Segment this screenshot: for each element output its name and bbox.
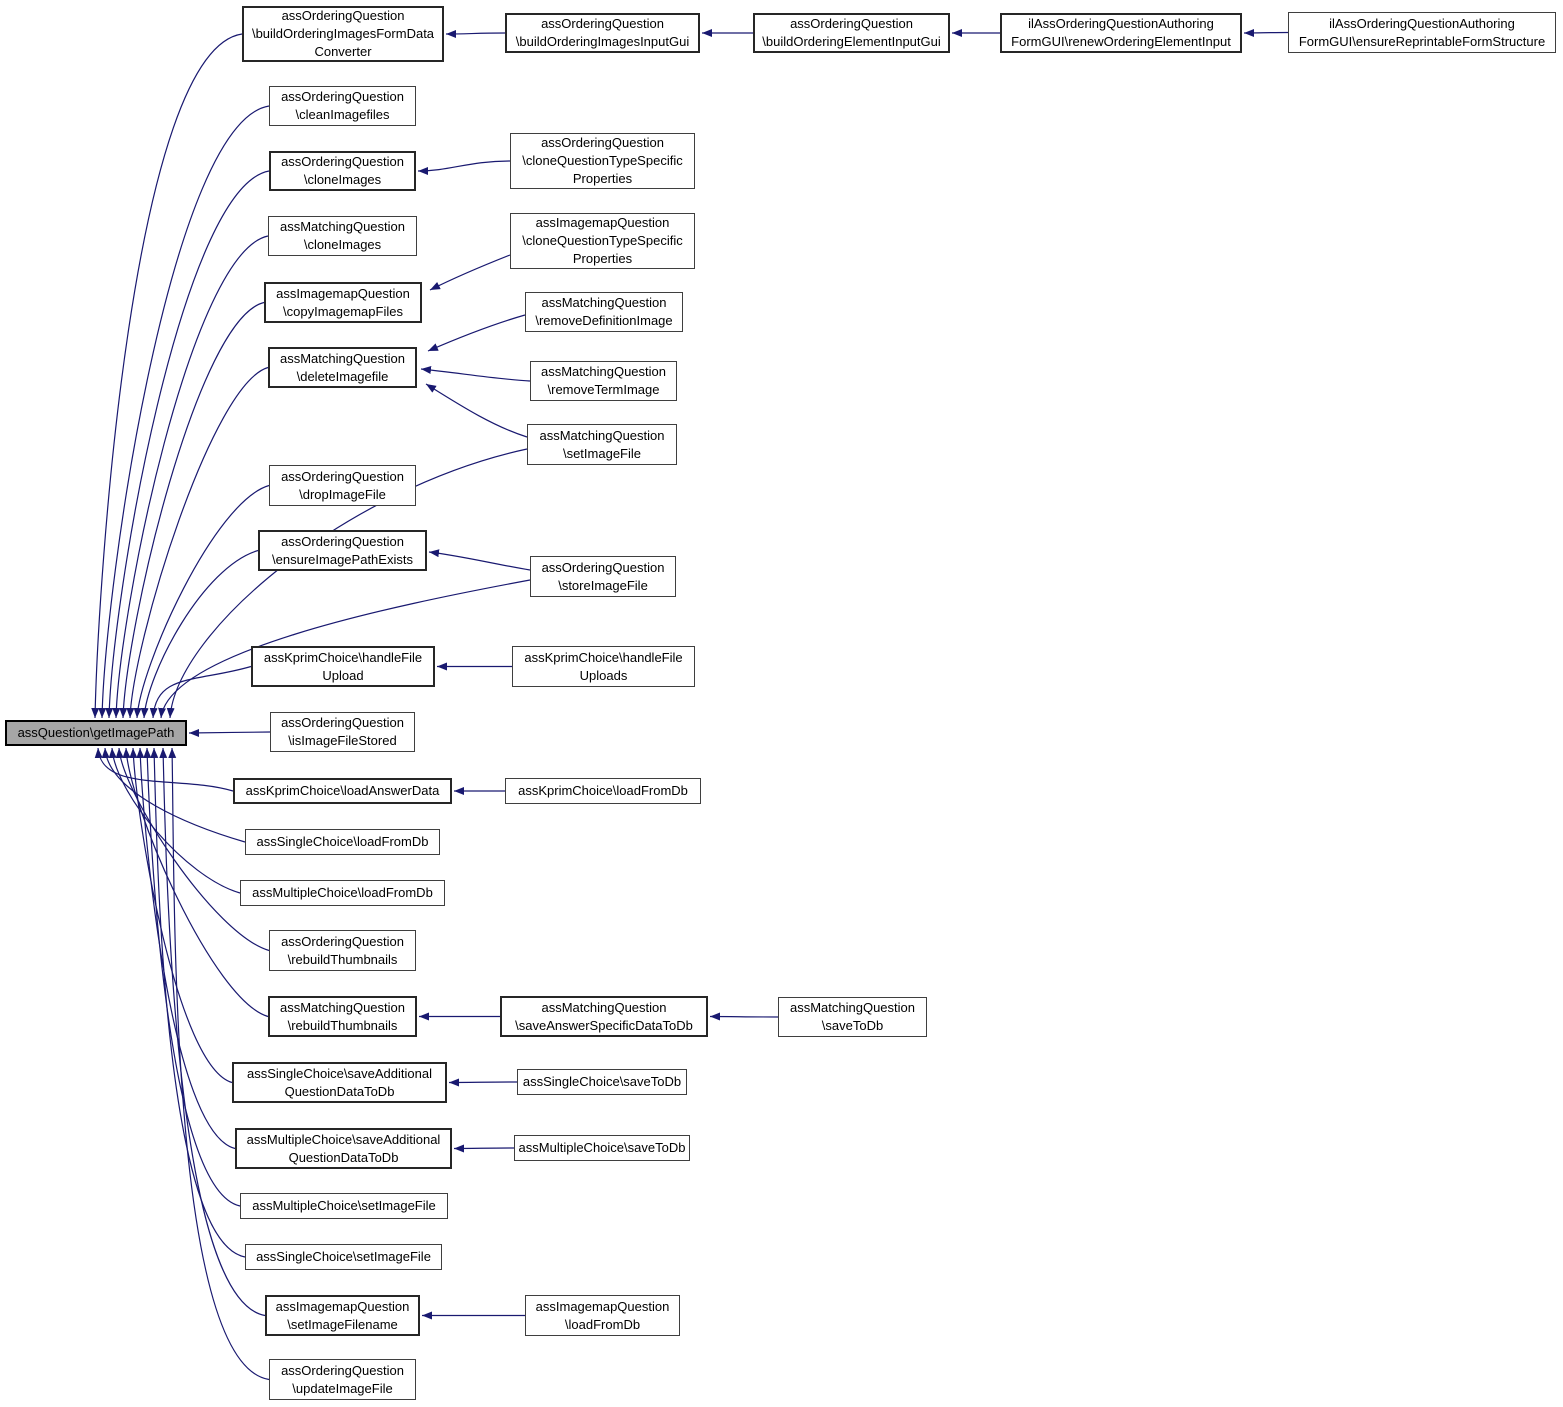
graph-node-buildOrderingImagesFormDataConverter[interactable] [242,6,444,62]
graph-node-label: assOrderingQuestion [281,715,404,730]
graph-node-setImageFileSingle[interactable] [245,1244,442,1270]
graph-node-handleFileUploads[interactable] [512,646,695,687]
graph-node-label: \updateImageFile [292,1380,393,1396]
call-edge-loadFromDbSingle-to-getImagePath [105,748,245,842]
call-edge-removeTermImage-to-deleteImagefile [421,369,530,381]
graph-node-saveAdditionalSingle[interactable] [232,1062,447,1103]
graph-node-loadFromDbKprim[interactable] [505,778,701,804]
graph-node-label: assOrderingQuestion [281,154,404,169]
graph-node-saveToDbMatching[interactable] [778,997,927,1037]
graph-node-label: assOrderingQuestion [541,16,664,31]
graph-node-ensureImagePathExists[interactable] [258,530,427,571]
graph-node-label: FormGUI\ensureReprintableFormStructure [1298,33,1546,49]
graph-node-label: assMatchingQuestion [279,999,405,1015]
graph-node-dropImageFile[interactable] [269,465,416,506]
graph-node-label: ilAssOrderingQuestionAuthoring [1329,15,1515,31]
graph-node-label: assImagemapQuestion [535,1298,670,1314]
graph-node-cloneQTSPOrdering[interactable] [510,133,695,189]
graph-node-label: assSingleChoice\saveAdditional [246,1065,432,1081]
graph-node-deleteImagefile[interactable] [268,347,417,388]
graph-node-label: assMatchingQuestion [539,427,665,443]
graph-node-label: assOrderingQuestion [281,933,404,949]
graph-node-setImageFileMultiple[interactable] [240,1193,448,1219]
graph-node-label: \deleteImagefile [296,368,389,384]
call-edge-deleteImagefile-to-getImagePath [130,368,268,719]
graph-node-label: \cloneQuestionTypeSpecific [522,153,683,168]
graph-node-loadFromDbSingle[interactable] [245,829,440,855]
graph-node-updateImageFile[interactable] [269,1359,416,1400]
graph-node-label: \isImageFileStored [288,733,397,748]
graph-node-label: assOrderingQuestion [281,1362,404,1378]
graph-node-label: \rebuildThumbnails [287,1017,398,1033]
graph-node-setImageFilename[interactable] [265,1295,420,1336]
call-edge-cloneImagesMatching-to-getImagePath [116,236,268,718]
graph-node-storeImageFile[interactable] [530,556,676,597]
graph-node-label: FormGUI\renewOrderingElementInput [1011,34,1231,49]
call-edge-dropImageFile-to-getImagePath [137,486,269,719]
graph-node-setImageFileMatching[interactable] [527,424,677,465]
graph-node-label: assOrderingQuestion [790,16,913,31]
graph-node-loadFromDbMultiple[interactable] [240,880,445,906]
call-edge-handleFileUpload-to-getImagePath [153,667,251,719]
graph-node-label: \cleanImagefiles [295,107,390,122]
call-edge-saveToDbSingle-to-saveAdditionalSingle [449,1082,517,1083]
graph-node-label: assOrderingQuestion [281,8,405,23]
graph-node-cloneImagesOrdering[interactable] [269,151,416,191]
graph-node-label: assMultipleChoice\saveAdditional [246,1131,441,1147]
graph-node-label: assOrderingQuestion [281,533,404,549]
graph-node-saveAdditionalMultiple[interactable] [235,1128,452,1169]
graph-node-label: Uploads [579,667,628,683]
graph-node-label: assKprimChoice\handleFile [263,649,423,665]
graph-node-label: assImagemapQuestion [275,1298,410,1314]
graph-node-label: assOrderingQuestion [541,559,665,575]
graph-node-label: assMultipleChoice\setImageFile [252,1198,436,1213]
graph-node-label: assOrderingQuestion [281,89,404,104]
graph-node-copyImagemapFiles[interactable] [264,282,422,323]
call-edge-buildOrderingImagesInputGui-to-buildOrderingImagesFormDataConverter [446,33,505,34]
graph-node-handleFileUpload[interactable] [251,646,435,687]
graph-node-renewOrderingElementInput[interactable] [1000,13,1242,53]
call-edge-loadFromDbMultiple-to-getImagePath [112,748,240,893]
graph-node-label: \storeImageFile [558,577,648,593]
graph-node-label: assKprimChoice\loadAnswerData [245,783,440,798]
graph-node-label: Converter [314,44,372,59]
call-edge-saveAdditionalSingle-to-getImagePath [133,748,232,1083]
graph-node-label: assSingleChoice\setImageFile [256,1249,431,1264]
graph-node-saveToDbSingle[interactable] [517,1069,687,1095]
graph-node-label: \rebuildThumbnails [287,951,398,967]
graph-node-removeTermImage[interactable] [530,361,677,401]
call-edge-setImageFileSingle-to-getImagePath [154,748,245,1257]
graph-node-removeDefinitionImage[interactable] [525,292,683,332]
graph-node-label: \setImageFilename [287,1316,398,1332]
graph-node-label: \dropImageFile [299,486,386,502]
call-edge-cloneQTSPImagemap-to-copyImagemapFiles [430,255,510,290]
call-edge-saveToDbMultiple-to-saveAdditionalMultiple [454,1148,514,1149]
graph-node-loadFromDbImagemap[interactable] [525,1295,680,1336]
graph-node-label: \copyImagemapFiles [283,303,403,319]
graph-node-label: Properties [572,251,633,266]
call-edge-saveToDbMatching-to-saveAnswerSpecificDataToDb [710,1017,778,1018]
call-edge-cloneQTSPOrdering-to-cloneImagesOrdering [418,161,510,171]
call-edge-buildOrderingImagesFormDataConverter-to-getImagePath [95,34,242,718]
graph-node-ensureReprintableFormStructure[interactable] [1288,12,1556,53]
graph-node-label: assQuestion\getImagePath [17,725,175,740]
graph-node-label: \setImageFile [562,445,642,461]
graph-node-label: \ensureImagePathExists [272,551,413,567]
call-edge-storeImageFile-to-ensureImagePathExists [429,552,530,570]
graph-node-label: Properties [572,171,633,186]
graph-node-label: \removeDefinitionImage [535,313,673,328]
graph-node-label: assMatchingQuestion [279,219,405,234]
graph-node-saveToDbMultiple[interactable] [514,1135,690,1161]
graph-node-label: \cloneImages [303,172,382,187]
graph-node-label: \loadFromDb [564,1316,641,1332]
graph-node-saveAnswerSpecificDataToDb[interactable] [500,996,708,1037]
graph-node-label: \cloneImages [303,237,382,252]
graph-node-label: \removeTermImage [547,382,660,397]
graph-node-label: Upload [322,667,364,683]
graph-node-label: assMatchingQuestion [789,1000,915,1015]
graph-node-rebuildThumbnailsMatching[interactable] [268,996,417,1037]
graph-node-label: \buildOrderingImagesFormData [251,26,435,41]
graph-node-label: QuestionDataToDb [288,1149,399,1165]
call-edge-isImageFileStored-to-getImagePath [189,732,270,733]
graph-node-label: \saveToDb [821,1018,884,1033]
graph-node-label: \buildOrderingElementInputGui [762,34,941,49]
graph-node-label: assImagemapQuestion [276,285,410,301]
call-edge-cleanImagefiles-to-getImagePath [102,106,269,718]
graph-node-label: assImagemapQuestion [535,215,670,230]
graph-node-label: assOrderingQuestion [281,468,404,484]
graph-node-buildOrderingElementInputGui[interactable] [753,13,950,53]
call-edge-ensureReprintableFormStructure-to-renewOrderingElementInput [1244,33,1288,34]
graph-node-label: assSingleChoice\saveToDb [522,1074,682,1089]
graph-node-label: assMultipleChoice\loadFromDb [252,885,433,900]
graph-node-rebuildThumbnailsOrdering[interactable] [269,930,416,971]
graph-node-cleanImagefiles[interactable] [269,86,416,126]
graph-node-loadAnswerData[interactable] [233,778,452,804]
graph-node-label: assMatchingQuestion [279,350,405,366]
graph-node-isImageFileStored[interactable] [270,712,415,752]
call-edge-setImageFileMatching-to-deleteImagefile [426,384,527,437]
graph-node-getImagePath [5,720,187,746]
call-edge-saveAdditionalMultiple-to-getImagePath [140,748,235,1149]
graph-node-label: QuestionDataToDb [284,1083,395,1099]
graph-node-label: assOrderingQuestion [541,135,664,150]
call-edge-setImageFileMultiple-to-getImagePath [147,748,240,1206]
graph-node-label: assKprimChoice\loadFromDb [518,783,688,798]
call-edge-copyImagemapFiles-to-getImagePath [123,303,264,719]
graph-node-label: \buildOrderingImagesInputGui [515,34,690,49]
graph-node-label: assMatchingQuestion [541,999,667,1015]
graph-node-label: assSingleChoice\loadFromDb [256,834,429,849]
call-edge-loadAnswerData-to-getImagePath [98,748,233,791]
graph-node-cloneQTSPImagemap[interactable] [510,213,695,269]
graph-node-label: ilAssOrderingQuestionAuthoring [1028,16,1214,31]
graph-node-label: assMatchingQuestion [541,295,667,310]
graph-node-label: \cloneQuestionTypeSpecific [522,233,683,248]
graph-node-cloneImagesMatching[interactable] [268,216,417,256]
graph-node-label: assKprimChoice\handleFile [524,649,683,665]
graph-node-label: assMultipleChoice\saveToDb [518,1140,686,1155]
graph-node-buildOrderingImagesInputGui[interactable] [505,13,700,53]
call-edge-removeDefinitionImage-to-deleteImagefile [428,315,525,351]
graph-node-label: assMatchingQuestion [540,364,666,379]
graph-node-label: \saveAnswerSpecificDataToDb [515,1017,693,1033]
